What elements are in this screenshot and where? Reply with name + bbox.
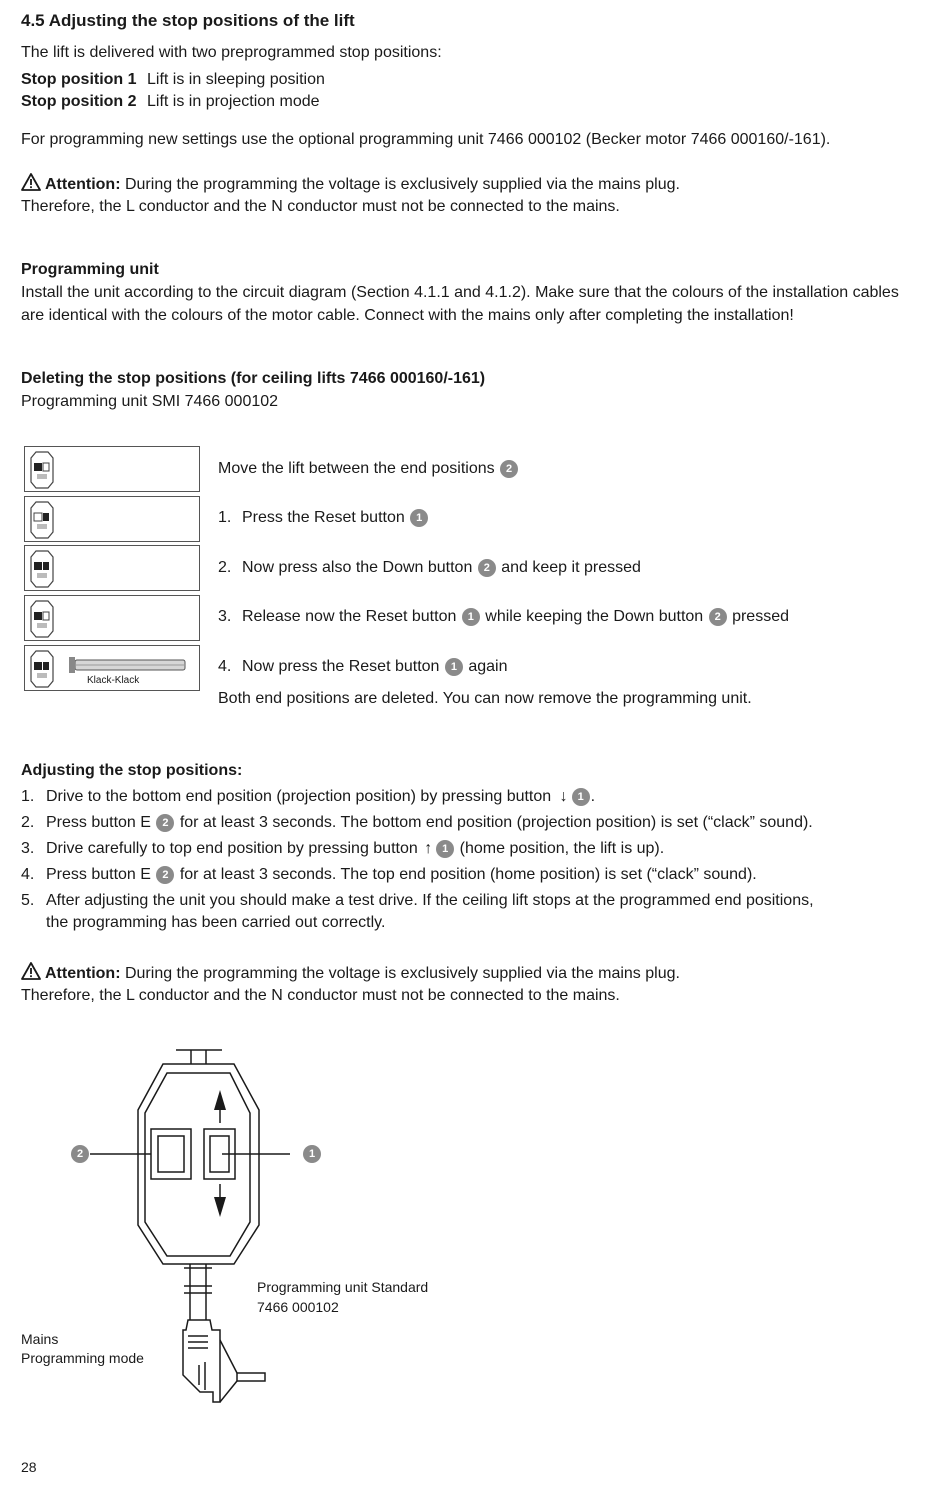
adjusting-item-4-text-a: Press button E	[46, 866, 156, 883]
step-4-text-a: Now press the Reset button	[242, 658, 444, 675]
attention-line-1: During the programming the voltage is exclusively supplied via the mains plug.	[120, 176, 680, 193]
adjusting-item-1-num: 1.	[21, 788, 35, 805]
step-image-klack	[24, 645, 200, 691]
programming-note: For programming new settings use the optional programming unit 7466 000102 (Becker motor 7466 000160/-161).	[21, 131, 831, 148]
adjusting-list	[21, 786, 814, 934]
step-2-text-b: and keep it pressed	[496, 559, 641, 576]
adjusting-item-4-text-b: for at least 3 seconds. The top end position (home position) is set (“clack” sound).	[175, 866, 757, 883]
adjusting-item-2-badge: 2	[156, 814, 174, 832]
diagram-badge-right: 1	[303, 1145, 321, 1163]
arrow-up-icon: ↑	[424, 840, 433, 857]
stop-position-2-label: Stop position 2	[21, 93, 137, 110]
step-image-release	[24, 595, 200, 641]
programming-unit-icon	[29, 549, 55, 589]
step-3	[218, 606, 789, 628]
step-1	[218, 507, 429, 529]
page-number: 28	[21, 1459, 37, 1475]
step-image-reset	[24, 496, 200, 542]
adjusting-item-1-text-b: .	[590, 788, 596, 805]
attention-line-2-repeat: Therefore, the L conductor and the N conductor must not be connected to the mains.	[21, 987, 620, 1004]
step-3-text-c: pressed	[727, 608, 789, 625]
step-move-badge: 2	[500, 460, 518, 478]
step-3-text-b: while keeping the Down button	[480, 608, 708, 625]
attention-line-2: Therefore, the L conductor and the N conductor must not be connected to the mains.	[21, 198, 620, 215]
programming-unit-icon	[29, 599, 55, 639]
adjusting-item-5-line-1: After adjusting the unit you should make a test drive. If the ceiling lift stops at the programmed end positions,	[46, 892, 814, 909]
programming-unit-icon	[29, 649, 55, 689]
programming-unit-icon	[29, 500, 55, 540]
step-move	[218, 458, 519, 480]
adjusting-item-4	[21, 864, 814, 890]
programming-unit-icon	[29, 450, 55, 490]
adjusting-item-4-num: 4.	[21, 866, 35, 883]
deleting-heading: Deleting the stop positions (for ceiling lifts 7466 000160/-161)	[21, 370, 486, 387]
step-4-num: 4.	[218, 658, 232, 675]
step-image-down	[24, 545, 200, 591]
adjusting-item-3-text-a: Drive carefully to top end position by pressing button	[46, 840, 423, 857]
step-1-badge: 1	[410, 509, 428, 527]
arrow-down-icon	[214, 1197, 226, 1217]
step-image-move	[24, 446, 200, 492]
arrow-up-icon	[214, 1090, 226, 1110]
attention-block-1	[21, 173, 680, 196]
adjusting-item-1-badge: 1	[572, 788, 590, 806]
section-title: 4.5 Adjusting the stop positions of the lift	[21, 11, 355, 30]
adjusting-item-2-text-a: Press button E	[46, 814, 156, 831]
adjusting-item-2	[21, 812, 814, 838]
attention-label-2: Attention:	[45, 965, 121, 982]
adjusting-item-5-num: 5.	[21, 892, 35, 909]
adjusting-heading: Adjusting the stop positions:	[21, 762, 243, 779]
step-3-text-a: Release now the Reset button	[242, 608, 461, 625]
step-1-num: 1.	[218, 509, 232, 526]
adjusting-item-3-badge: 1	[436, 840, 454, 858]
diagram-badge-left: 2	[71, 1145, 89, 1163]
klack-label: Klack-Klack	[87, 675, 140, 686]
step-4-badge: 1	[445, 658, 463, 676]
step-4	[218, 656, 507, 678]
unit-label-2: 7466 000102	[257, 1299, 339, 1315]
programming-unit-line-2: are identical with the colours of the motor cable. Connect with the mains only after completing the installation!	[21, 307, 794, 324]
stop-position-1-text: Lift is in sleeping position	[147, 71, 325, 88]
step-3-num: 3.	[218, 608, 232, 625]
attention-label: Attention:	[45, 176, 121, 193]
step-2	[218, 557, 641, 579]
adjusting-item-3	[21, 838, 814, 864]
adjusting-item-5-line-2: the programming has been carried out correctly.	[46, 914, 386, 931]
step-2-num: 2.	[218, 559, 232, 576]
intro-text: The lift is delivered with two preprogrammed stop positions:	[21, 44, 442, 61]
step-move-text: Move the lift between the end positions	[218, 460, 500, 477]
step-1-text: Press the Reset button	[242, 509, 410, 526]
warning-triangle-icon	[21, 962, 41, 980]
attention-line-1-repeat: During the programming the voltage is exclusively supplied via the mains plug.	[120, 965, 680, 982]
stop-position-1-label: Stop position 1	[21, 71, 137, 88]
adjusting-item-1	[21, 786, 814, 812]
programming-unit-heading: Programming unit	[21, 261, 159, 278]
step-3-badge-2: 2	[709, 608, 727, 626]
adjusting-item-2-text-b: for at least 3 seconds. The bottom end position (projection position) is set (“clack” sound).	[175, 814, 813, 831]
programming-unit-line-1: Install the unit according to the circuit diagram (Section 4.1.1 and 4.1.2). Make sure that the colours of the installation cables	[21, 284, 899, 301]
adjusting-item-3-num: 3.	[21, 840, 35, 857]
stop-position-1	[21, 69, 325, 91]
unit-label-1: Programming unit Standard	[257, 1279, 429, 1295]
deleting-subheading: Programming unit SMI 7466 000102	[21, 393, 279, 410]
attention-block-2	[21, 962, 680, 985]
deleting-result: Both end positions are deleted. You can now remove the programming unit.	[218, 690, 752, 707]
arrow-down-icon: ↓	[559, 788, 568, 805]
adjusting-item-5	[21, 890, 814, 934]
step-4-text-b: again	[463, 658, 508, 675]
mains-label-2: Programming mode	[21, 1350, 144, 1366]
step-2-text-a: Now press also the Down button	[242, 559, 477, 576]
warning-triangle-icon	[21, 173, 41, 191]
stop-position-2	[21, 91, 320, 113]
step-3-badge-1: 1	[462, 608, 480, 626]
adjusting-item-3-text-b: (home position, the lift is up).	[455, 840, 665, 857]
adjusting-item-1-text-a: Drive to the bottom end position (projection position) by pressing button	[46, 788, 556, 805]
step-2-badge: 2	[478, 559, 496, 577]
adjusting-item-4-badge: 2	[156, 866, 174, 884]
stop-position-2-text: Lift is in projection mode	[147, 93, 320, 110]
mains-label-1: Mains	[21, 1331, 59, 1347]
adjusting-item-2-num: 2.	[21, 814, 35, 831]
motor-tube-icon	[67, 654, 187, 676]
